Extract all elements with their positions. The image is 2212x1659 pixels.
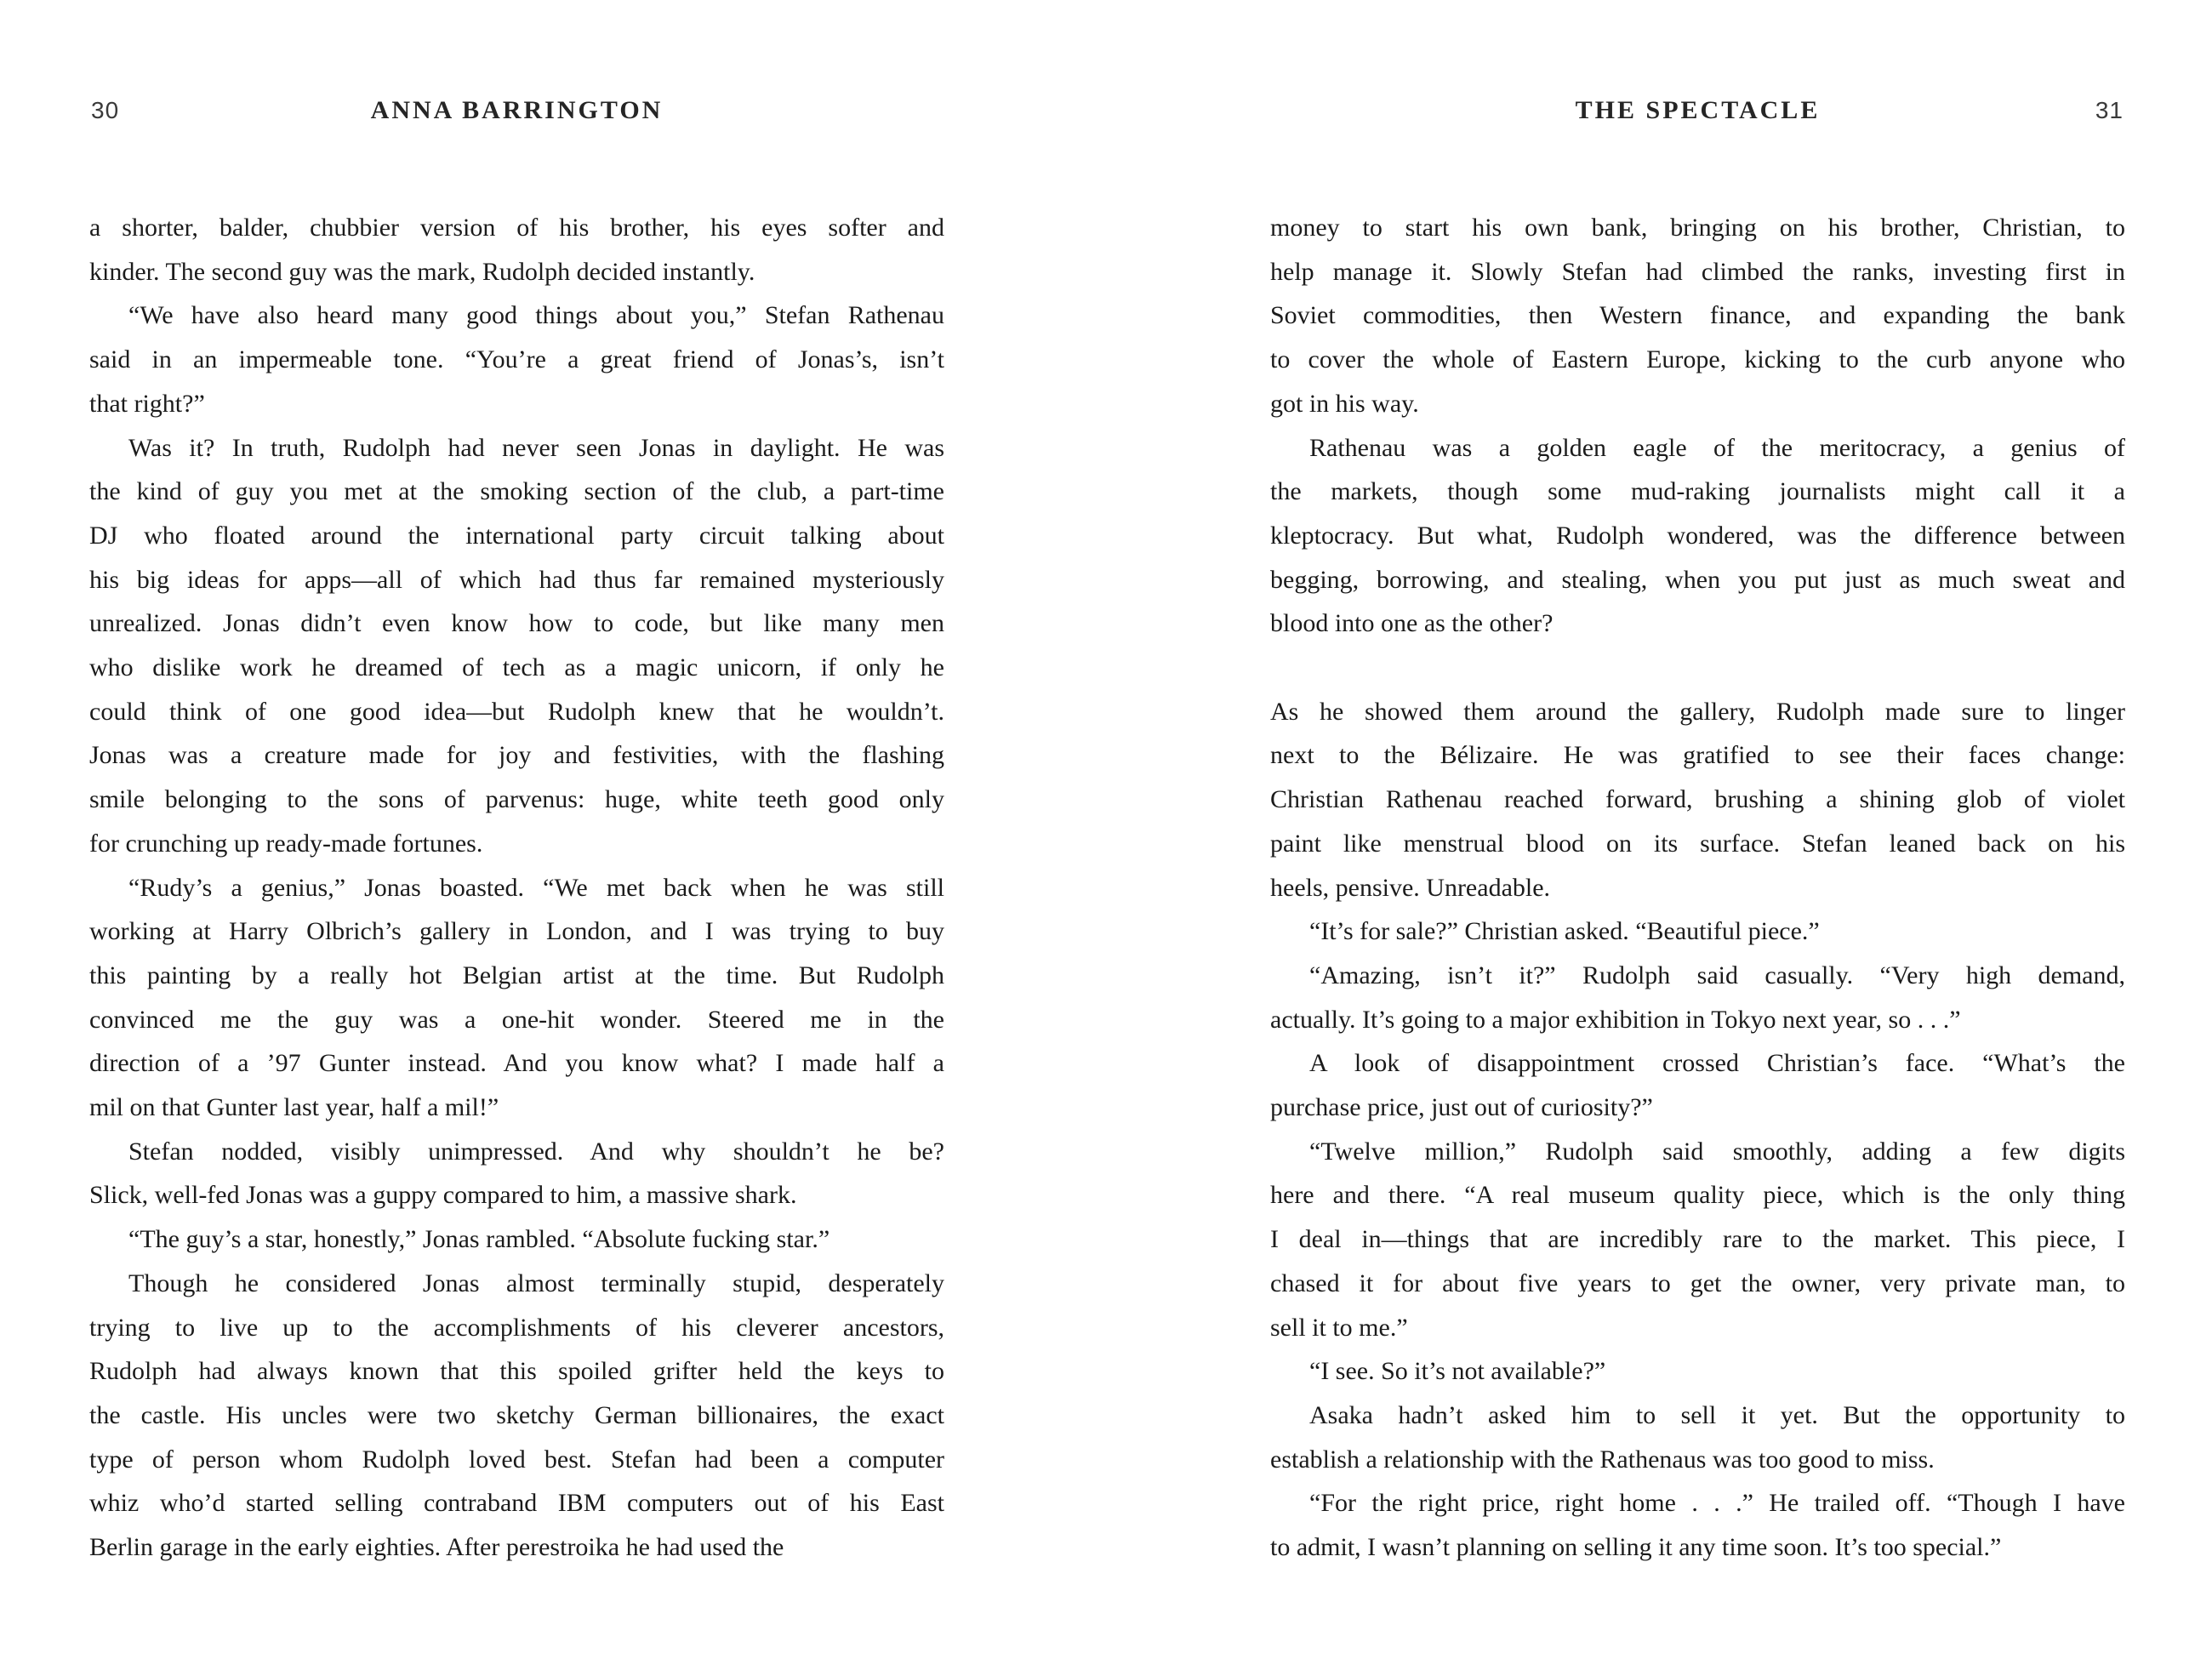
text-line: heels, pensive. Unreadable. (1270, 873, 1551, 902)
text-line: the castle. His uncles were two sketchy German billionaires, the exact (89, 1400, 944, 1429)
text-line: for crunching up ready-made fortunes. (89, 829, 483, 858)
page-right (1270, 0, 2125, 1659)
page-number-right: 31 (2095, 97, 2124, 123)
paragraph (1270, 1349, 2125, 1394)
text-line: Berlin garage in the early eighties. After perestroika he had used the (89, 1533, 784, 1562)
text-line: A look of disappointment crossed Christian’s face. “What’s the (1309, 1049, 2125, 1078)
body-text-right (1270, 206, 2125, 1570)
text-line: paint like menstrual blood on its surface. Stefan leaned back on his (1270, 829, 2125, 858)
text-line: Rudolph had always known that this spoiled grifter held the keys to (89, 1357, 944, 1386)
text-line: Christian Rathenau reached forward, brushing a shining glob of violet (1270, 785, 2125, 814)
paragraph (1270, 909, 2125, 954)
paragraph (89, 866, 944, 1130)
paragraph (89, 1217, 944, 1262)
page-number-left: 30 (91, 97, 120, 123)
text-line: convinced me the guy was a one-hit wonder. Steered me in the (89, 1005, 944, 1034)
paragraph (89, 294, 944, 425)
text-line: “We have also heard many good things about you,” Stefan Rathenau (128, 301, 944, 330)
page-left (89, 0, 944, 1659)
text-line: “Rudy’s a genius,” Jonas boasted. “We met back when he was still (128, 873, 944, 902)
text-line: money to start his own bank, bringing on his brother, Christian, to (1270, 214, 2125, 242)
text-line: mil on that Gunter last year, half a mil!” (89, 1093, 499, 1122)
text-line: Jonas was a creature made for joy and festivities, with the flashing (89, 741, 944, 770)
text-line: Though he considered Jonas almost terminally stupid, desperately (128, 1268, 944, 1297)
text-line: Soviet commodities, then Western finance, and expanding the bank (1270, 301, 2125, 330)
text-line: trying to live up to the accomplishments of his cleverer ancestors, (89, 1313, 944, 1342)
text-line: As he showed them around the gallery, Rudolph made sure to linger (1270, 697, 2125, 726)
paragraph (1270, 954, 2125, 1041)
text-line: actually. It’s going to a major exhibition in Tokyo next year, so . . .” (1270, 1005, 1961, 1034)
text-line: to cover the whole of Eastern Europe, kicking to the curb anyone who (1270, 345, 2125, 374)
paragraph (89, 206, 944, 294)
text-line: “For the right price, right home . . .” He trailed off. “Though I have (1309, 1489, 2125, 1518)
text-line: type of person whom Rudolph loved best. Stefan had been a computer (89, 1445, 944, 1474)
text-line: “It’s for sale?” Christian asked. “Beautiful piece.” (1309, 917, 1820, 946)
text-line: Was it? In truth, Rudolph had never seen Jonas in daylight. He was (128, 433, 944, 462)
text-line: the markets, though some mud-raking journalists might call it a (1270, 477, 2125, 506)
text-line: whiz who’d started selling contraband IBM computers out of his East (89, 1489, 944, 1518)
running-head-author: ANNA BARRINGTON (370, 96, 664, 124)
text-line: kinder. The second guy was the mark, Rudolph decided instantly. (89, 257, 755, 286)
text-line: Slick, well-fed Jonas was a guppy compared to him, a massive shark. (89, 1181, 797, 1210)
text-line: this painting by a really hot Belgian artist at the time. But Rudolph (89, 961, 944, 989)
paragraph (89, 426, 944, 866)
text-line: next to the Bélizaire. He was gratified to see their faces change: (1270, 741, 2125, 770)
text-line: DJ who floated around the international party circuit talking about (89, 521, 944, 550)
text-line: kleptocracy. But what, Rudolph wondered, was the difference between (1270, 521, 2125, 550)
text-line: that right?” (89, 389, 205, 418)
running-head-right (1270, 92, 2125, 129)
text-line: blood into one as the other? (1270, 609, 1554, 638)
text-line: “Twelve million,” Rudolph said smoothly, adding a few digits (1309, 1137, 2125, 1166)
text-line: sell it to me.” (1270, 1313, 1408, 1342)
paragraph (1270, 1130, 2125, 1350)
text-line: who dislike work he dreamed of tech as a magic unicorn, if only he (89, 653, 944, 682)
text-line: said in an impermeable tone. “You’re a great friend of Jonas’s, isn’t (89, 345, 944, 374)
text-line: unrealized. Jonas didn’t even know how to code, but like many men (89, 609, 944, 638)
text-line: to admit, I wasn’t planning on selling it any time soon. It’s too special.” (1270, 1533, 2002, 1562)
text-line: got in his way. (1270, 389, 1419, 418)
paragraph (1270, 690, 2125, 910)
text-line: working at Harry Olbrich’s gallery in London, and I was trying to buy (89, 917, 944, 946)
text-line: his big ideas for apps—all of which had thus far remained mysteriously (89, 565, 944, 594)
text-line: here and there. “A real museum quality piece, which is the only thing (1270, 1181, 2125, 1210)
paragraph (1270, 1481, 2125, 1569)
text-line: chased it for about five years to get the owner, very private man, to (1270, 1268, 2125, 1297)
text-line: Stefan nodded, visibly unimpressed. And why shouldn’t he be? (128, 1137, 944, 1166)
paragraph (1270, 426, 2125, 647)
text-line: “I see. So it’s not available?” (1309, 1357, 1606, 1386)
text-line: “The guy’s a star, honestly,” Jonas rambled. “Absolute fucking star.” (128, 1225, 830, 1254)
running-head-left (89, 92, 944, 129)
paragraph (1270, 206, 2125, 426)
text-line: I deal in—things that are incredibly rare to the market. This piece, I (1270, 1225, 2125, 1254)
running-head-book-title: THE SPECTACLE (1575, 96, 1821, 124)
paragraph (1270, 1041, 2125, 1129)
text-line: smile belonging to the sons of parvenus: huge, white teeth good only (89, 785, 944, 814)
paragraph (1270, 1394, 2125, 1481)
text-line: the kind of guy you met at the smoking section of the club, a part-time (89, 477, 944, 506)
body-text-left (89, 206, 944, 1570)
text-line: Rathenau was a golden eagle of the meritocracy, a genius of (1309, 433, 2125, 462)
paragraph (89, 1130, 944, 1217)
text-line: could think of one good idea—but Rudolph knew that he wouldn’t. (89, 697, 944, 726)
text-line: direction of a ’97 Gunter instead. And you know what? I made half a (89, 1049, 944, 1078)
text-line: purchase price, just out of curiosity?” (1270, 1093, 1653, 1122)
text-line: Asaka hadn’t asked him to sell it yet. But the opportunity to (1309, 1400, 2125, 1429)
text-line: help manage it. Slowly Stefan had climbed the ranks, investing first in (1270, 257, 2125, 286)
text-line: “Amazing, isn’t it?” Rudolph said casually. “Very high demand, (1309, 961, 2125, 989)
text-line: a shorter, balder, chubbier version of his brother, his eyes softer and (89, 214, 944, 242)
text-line: establish a relationship with the Rathenaus was too good to miss. (1270, 1445, 1935, 1474)
text-line: begging, borrowing, and stealing, when you put just as much sweat and (1270, 565, 2125, 594)
paragraph (89, 1262, 944, 1570)
